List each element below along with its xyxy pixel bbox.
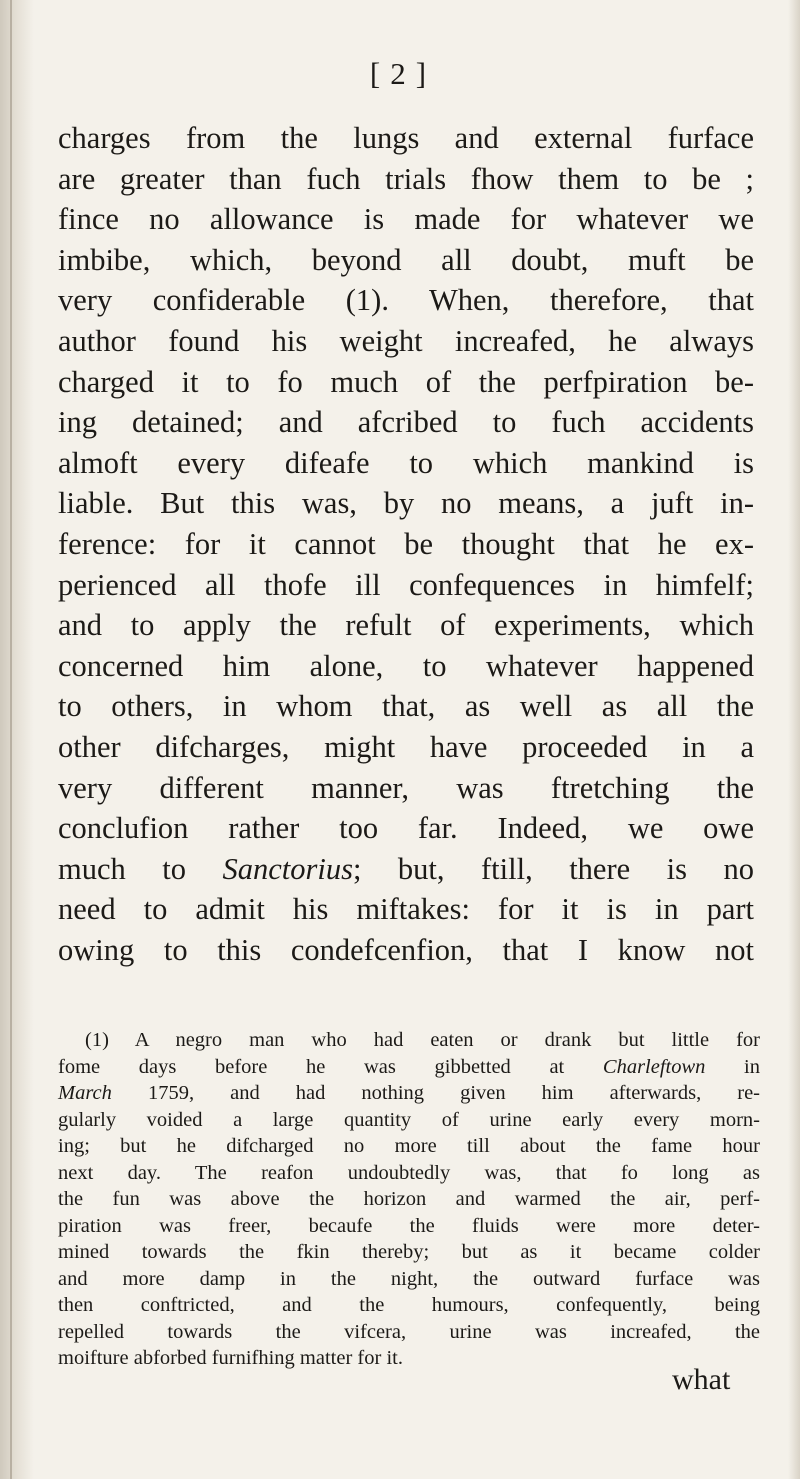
footnote-line: then conftricted, and the humours, confequently, being (58, 1294, 760, 1316)
body-line: very different manner, was ftretching the (58, 770, 754, 805)
page-number-bracket-open: [ (369, 56, 385, 91)
body-line (58, 849, 754, 890)
footnote-line: piration was freer, becaufe the fluids were more deter- (58, 1214, 760, 1237)
footnote-line: ing; but he difcharged no more till about the fame hour (58, 1135, 760, 1157)
footnote-segment: fome days before he was gibbetted at (58, 1055, 603, 1078)
footnote (58, 1027, 760, 1372)
footnote-segment: 1759, and had nothing given him afterwards, re- (111, 1082, 760, 1104)
footnote-line: and more damp in the night, the outward furface was (58, 1267, 760, 1290)
footnote-segment: in (705, 1055, 760, 1078)
body-line: other difcharges, might have proceeded in a (58, 729, 754, 764)
body-line: need to admit his miftakes: for it is in part (58, 892, 754, 927)
footnote-line: repelled towards the vifcera, urine was increafed, the (58, 1320, 760, 1343)
body-line: liable. But this was, by no means, a juft in- (58, 486, 754, 521)
catchword: what (672, 1363, 731, 1396)
body-line-segment: ; but, ftill, there is no (352, 851, 754, 886)
page-right-edge (788, 0, 800, 1479)
footnote-line: (1) A negro man who had eaten or drank but little for (85, 1029, 760, 1051)
italic-month-march: March (58, 1082, 112, 1104)
footnote-line: next day. The reafon undoubtedly was, that fo long as (58, 1161, 760, 1184)
page-binding-shadow (0, 0, 34, 1479)
footnote-line: moifture abforbed furnifhing matter for it. (58, 1347, 403, 1369)
body-line: ing detained; and afcribed to fuch accidents (58, 405, 754, 440)
body-line: are greater than fuch trials fhow them to be ; (58, 161, 754, 196)
page-number-bracket-close: ] (415, 56, 431, 91)
body-line: concerned him alone, to whatever happened (58, 648, 754, 683)
body-line: conclufion rather too far. Indeed, we owe (58, 811, 754, 846)
footnote-line (58, 1080, 760, 1107)
footnote-line (58, 1054, 760, 1081)
body-line: very confiderable (1). When, therefore, that (58, 283, 754, 318)
footnote-line: gularly voided a large quantity of urine early every morn- (58, 1108, 760, 1131)
body-line: charges from the lungs and external furface (58, 121, 754, 155)
footnote-line: mined towards the fkin thereby; but as it became colder (58, 1241, 760, 1263)
body-line: imbibe, which, beyond all doubt, muft be (58, 242, 754, 277)
page-binding-edge (10, 0, 12, 1479)
body-line: author found his weight increafed, he always (58, 323, 754, 358)
body-line: almoft every difeafe to which mankind is (58, 445, 754, 480)
italic-name-sanctorius: Sanctorius (222, 851, 353, 886)
body-line: ference: for it cannot be thought that he ex- (58, 526, 754, 561)
page-number (0, 56, 800, 92)
body-line: to others, in whom that, as well as all the (58, 689, 754, 724)
body-line: fince no allowance is made for whatever we (58, 202, 754, 237)
body-line: charged it to fo much of the perfpiration be- (58, 364, 754, 399)
body-text (58, 118, 754, 970)
page-number-value: 2 (390, 56, 410, 91)
footnote-line: the fun was above the horizon and warmed the air, perf- (58, 1188, 760, 1210)
body-line: perienced all thofe ill confequences in himfelf; (58, 567, 754, 602)
italic-place-charleftown: Charleftown (602, 1055, 706, 1078)
body-line: owing to this condefcenfion, that I know not (58, 932, 754, 967)
body-line-segment: much to (58, 851, 223, 886)
body-line: and to apply the refult of experiments, which (58, 608, 754, 643)
